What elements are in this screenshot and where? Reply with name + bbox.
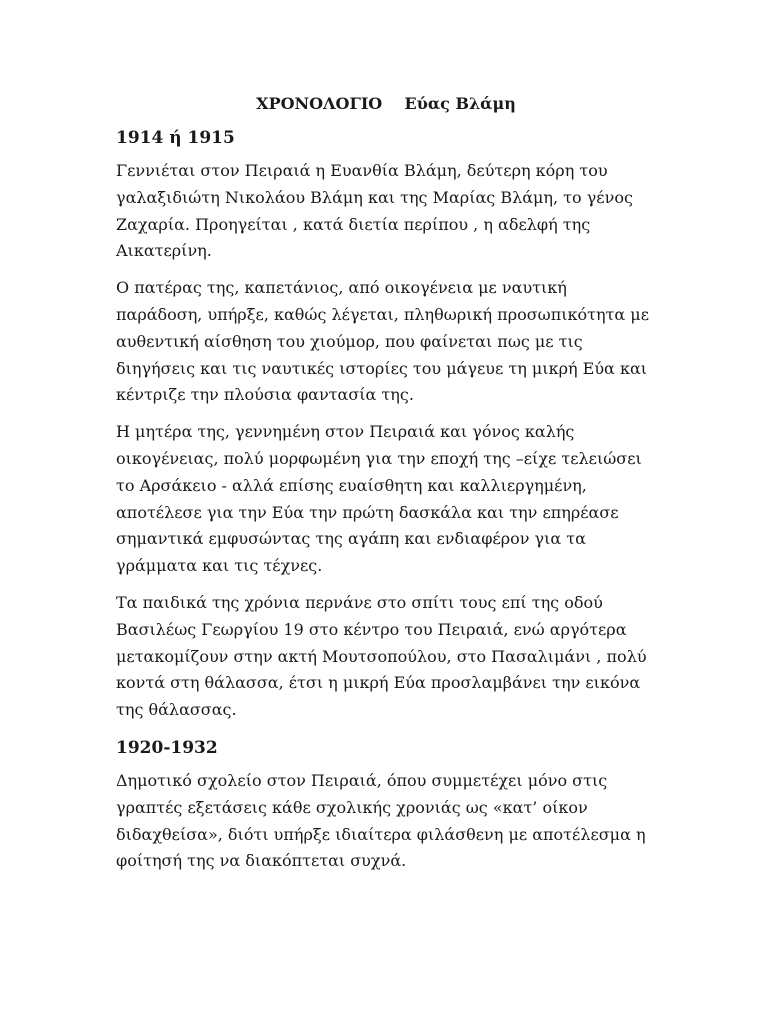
document-title: ΧΡΟΝΟΛΟΓΙΟ Εύας Βλάμη xyxy=(256,94,516,113)
section-heading: 1920-1932 xyxy=(116,737,218,758)
paragraph-childhood: Τα παιδικά της χρόνια περνάνε στο σπίτι τους επί της οδού Βασιλέως Γεωργίου 19 στο κέντρο του Πειραιά, ενώ αργότερα μετακομίζουν στην ακτή Μουτσοπούλου, στο Πασαλιμάνι , πολύ κοντά στη θάλασσα, έτσι η μικρή Εύα προσλαμβάνει την εικόνα της θάλασσας. xyxy=(116,592,647,720)
section-1920-1932 xyxy=(116,734,656,875)
paragraph-mother: Η μητέρα της, γεννημένη στον Πειραιά και γόνος καλής οικογένειας, πολύ μορφωμένη για την εποχή της –είχε τελειώσει το Αρσάκειο - αλλά επίσης ευαίσθητη και καλλιεργημένη, αποτέλεσε για την Εύα την πρώτη δασκάλα και την επηρέασε σημαντικά εμφυσώντας της αγάπη και ενδιαφέρον για τα γράμματα και τις τέχνες. xyxy=(116,422,642,576)
document-content xyxy=(116,92,656,885)
paragraph-school: Δημοτικό σχολείο στον Πειραιά, όπου συμμετέχει μόνο στις γραπτές εξετάσεις κάθε σχολικής χρονιάς ως «κατ’ οίκον διδαχθείσα», διότι υπήρξε ιδιαίτερα φιλάσθενη με αποτέλεσμα η φοίτησή της να διακόπτεται συχνά. xyxy=(116,770,646,871)
paragraph-birth: Γεννιέται στον Πειραιά η Ευανθία Βλάμη, δεύτερη κόρη του γαλαξιδιώτη Νικολάου Βλάμη και της Μαρίας Βλάμη, το γένος Ζαχαρία. Προηγείται , κατά διετία περίπου , η αδελφή της Αικατερίνη. xyxy=(116,161,633,261)
section-1914 xyxy=(116,124,656,724)
paragraph-father: Ο πατέρας της, καπετάνιος, από οικογένεια με ναυτική παράδοση, υπήρξε, καθώς λέγεται, πληθωρική προσωπικότητα με αυθεντική αίσθηση του χιούμορ, που φαίνεται πως με τις διηγήσεις και τις ναυτικές ιστορίες του μάγευε τη μικρή Εύα και κέντριζε την πλούσια φαντασία της. xyxy=(116,278,649,405)
section-heading: 1914 ή 1915 xyxy=(116,128,235,148)
